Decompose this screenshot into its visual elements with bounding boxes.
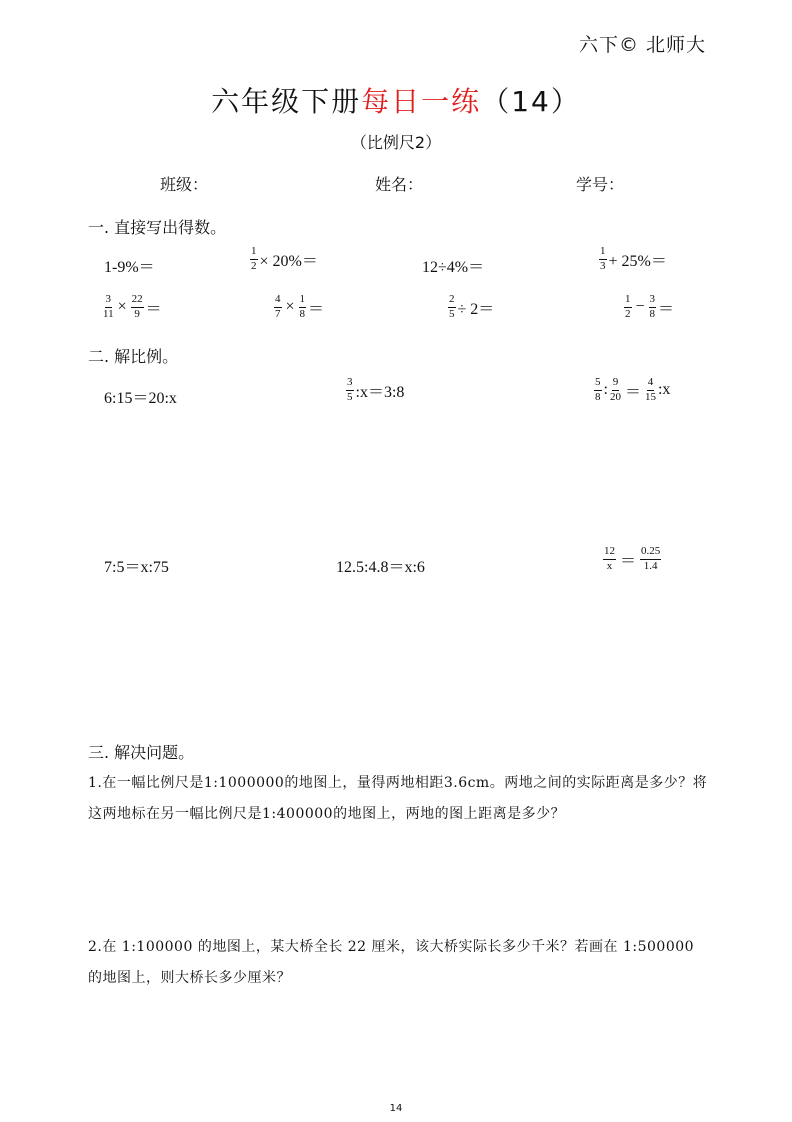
- section1-heading: 一. 直接写出得数。: [88, 218, 227, 237]
- fraction: [610, 377, 621, 403]
- calc-item-4: [597, 246, 667, 272]
- denominator: 20: [609, 390, 621, 403]
- calc-item-7-rest: ÷ 2＝: [457, 300, 495, 318]
- denominator: 3: [600, 259, 606, 272]
- page-title: [0, 80, 792, 120]
- numerator: 2: [448, 294, 456, 308]
- fraction: [624, 294, 632, 320]
- numerator: 3: [346, 377, 354, 391]
- calc-item-1-text: 1-9%＝: [104, 259, 155, 276]
- numerator: 3: [105, 294, 113, 308]
- page-subtitle: （比例尺2）: [350, 133, 442, 152]
- denominator: 2: [625, 307, 631, 320]
- fraction: [649, 294, 657, 320]
- denominator: 5: [449, 307, 455, 320]
- fraction: [250, 246, 258, 272]
- ratio-colon: :: [603, 381, 608, 399]
- title-suffix: （14）: [481, 85, 581, 118]
- title-red: 每日一练: [361, 85, 482, 118]
- operator: ×: [285, 298, 295, 316]
- equals-sign: ＝: [620, 552, 637, 570]
- class-field-label: 班级：: [160, 175, 209, 194]
- proportion-3-rest: :x: [657, 381, 671, 399]
- proportion-6: [601, 546, 663, 572]
- proportion-3: [592, 377, 670, 403]
- fraction: [599, 246, 607, 272]
- numerator: 4: [274, 294, 282, 308]
- numerator: 1: [599, 246, 607, 260]
- calc-item-3: [422, 254, 484, 277]
- proportion-2: [344, 377, 404, 403]
- numerator: 5: [594, 377, 602, 391]
- numerator: 4: [647, 377, 655, 391]
- numerator: 3: [649, 294, 657, 308]
- proportion-1: 6:15＝20:x: [104, 390, 177, 407]
- denominator: 7: [275, 307, 281, 320]
- number-field-label: 学号：: [576, 175, 625, 194]
- numerator: 1: [250, 246, 258, 260]
- calc-item-2-rest: × 20%＝: [259, 252, 318, 270]
- proportion-5: 12.5:4.8＝x:6: [336, 559, 425, 576]
- fraction: [448, 294, 456, 320]
- calc-item-8-rest: ＝: [658, 300, 675, 318]
- title-black: 六年级下册: [211, 85, 362, 118]
- fraction: [645, 377, 656, 403]
- calc-item-6-rest: ＝: [308, 300, 325, 318]
- numerator: 1: [624, 294, 632, 308]
- denominator: 2: [251, 259, 257, 272]
- denominator: 11: [103, 307, 114, 320]
- calc-item-5-rest: ＝: [145, 300, 162, 318]
- fraction: [346, 377, 354, 403]
- section3-heading: 三. 解决问题。: [88, 743, 195, 762]
- numerator: 22: [131, 294, 144, 308]
- numerator: 1: [299, 294, 307, 308]
- word-problem-2: 2.在 1:100000 的地图上，某大桥全长 22 厘米，该大桥实际长多少千米？若画在 1:500000 的地图上，则大桥长多少厘米？: [88, 939, 695, 986]
- fraction: [299, 294, 307, 320]
- denominator: 15: [644, 390, 656, 403]
- calc-item-3-text: 12÷4%＝: [422, 259, 485, 276]
- operator: ×: [117, 298, 127, 316]
- proportion-4: 7:5＝x:75: [104, 559, 169, 576]
- numerator: 9: [612, 377, 620, 391]
- equals-sign: ＝: [624, 383, 641, 401]
- fraction: [274, 294, 282, 320]
- calc-item-5: [101, 294, 162, 320]
- denominator: 8: [649, 307, 656, 320]
- fraction: [103, 294, 114, 320]
- fraction: [594, 377, 602, 403]
- section2-heading: 二. 解比例。: [88, 347, 179, 366]
- calc-item-8: [622, 294, 674, 320]
- denominator: 8: [299, 307, 306, 320]
- page-number: 14: [389, 1103, 403, 1114]
- calc-item-7: [446, 294, 494, 320]
- denominator: x: [606, 559, 613, 572]
- name-field-label: 姓名：: [375, 175, 424, 194]
- fraction: [603, 546, 616, 572]
- proportion-2-rest: :x＝3:8: [355, 383, 405, 401]
- calc-item-4-rest: + 25%＝: [608, 252, 667, 270]
- calc-item-2: [248, 246, 318, 272]
- numerator: 12: [603, 546, 616, 560]
- calc-item-1: [104, 254, 155, 277]
- fraction: [131, 294, 144, 320]
- denominator: 5: [347, 390, 353, 403]
- denominator: 9: [134, 307, 140, 320]
- operator: −: [635, 298, 645, 316]
- fraction: [640, 546, 661, 572]
- denominator: 8: [595, 390, 601, 403]
- calc-item-6: [272, 294, 324, 320]
- word-problem-1: 1.在一幅比例尺是1:1000000的地图上，量得两地相距3.6cm。两地之间的实际距离是多少？将这两地标在另一幅比例尺是1:400000的地图上，两地的图上距离是多少？: [88, 775, 708, 822]
- numerator: 0.25: [640, 546, 661, 560]
- denominator: 1.4: [643, 559, 658, 572]
- header-corner-text: 六下© 北师大: [578, 34, 706, 56]
